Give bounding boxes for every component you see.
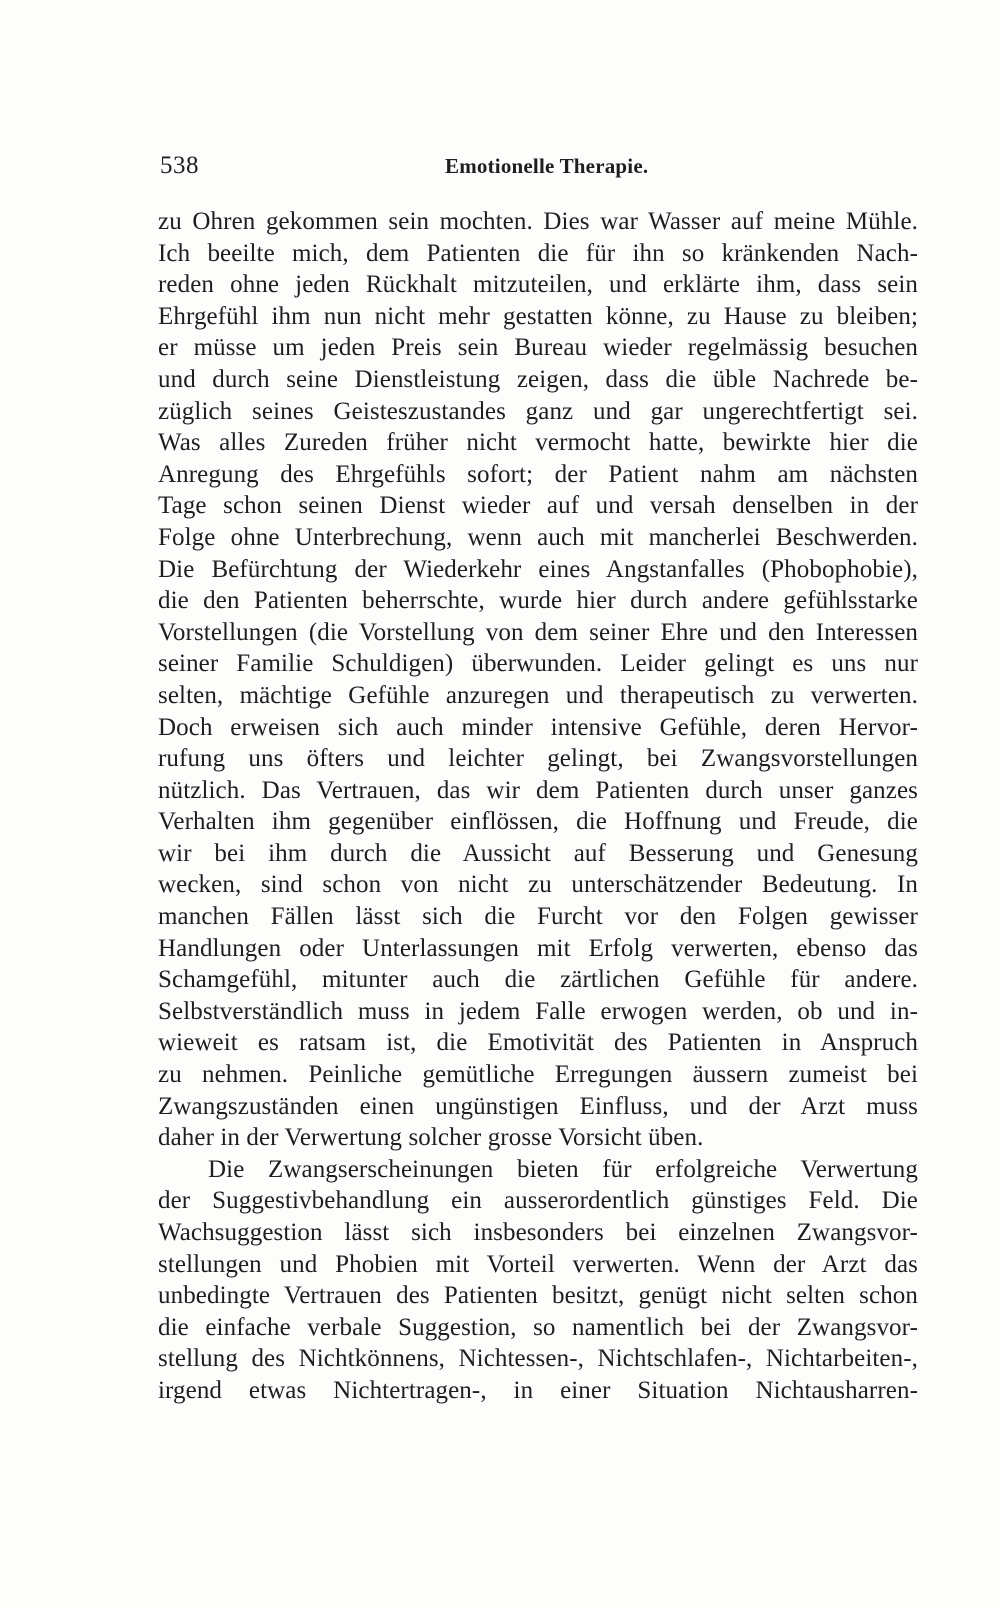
text-line: manchen Fällen lässt sich die Furcht vor den Folgen gewisser xyxy=(158,903,918,931)
text-line: wecken, sind schon von nicht zu unterschätzender Bedeutung. In xyxy=(158,871,918,899)
text-line: wieweit es ratsam ist, die Emotivität des Patienten in Anspruch xyxy=(158,1029,918,1057)
running-title: Emotionelle Therapie. xyxy=(445,154,649,178)
page-number: 538 xyxy=(160,152,199,179)
text-line: Ich beeilte mich, dem Patienten die für ihn so kränkenden Nach- xyxy=(158,239,918,267)
text-line: der Suggestivbehandlung ein ausserordentlich günstiges Feld. Die xyxy=(158,1187,918,1215)
text-line: stellungen und Phobien mit Vorteil verwerten. Wenn der Arzt das xyxy=(158,1250,918,1278)
text-line: Wachsuggestion lässt sich insbesonders bei einzelnen Zwangsvor- xyxy=(158,1219,918,1246)
text-line: Doch erweisen sich auch minder intensive Gefühle, deren Hervor- xyxy=(158,713,918,741)
text-line: Die Befürchtung der Wiederkehr eines Angstanfalles (Phobophobie), xyxy=(158,555,918,583)
text-line: unbedingte Vertrauen des Patienten besitzt, genügt nicht selten schon xyxy=(158,1282,918,1310)
text-line: seiner Familie Schuldigen) überwunden. Leider gelingt es uns nur xyxy=(158,650,918,678)
text-line: zu Ohren gekommen sein mochten. Dies war Wasser auf meine Mühle. xyxy=(158,208,918,235)
text-line: Anregung des Ehrgefühls sofort; der Patient nahm am nächsten xyxy=(158,460,918,488)
text-line: Schamgefühl, mitunter auch die zärtlichen Gefühle für andere. xyxy=(158,966,918,994)
text-line: die einfache verbale Suggestion, so namentlich bei der Zwangsvor- xyxy=(158,1313,918,1341)
text-line: züglich seines Geisteszustandes ganz und gar ungerechtfertigt sei. xyxy=(158,397,918,425)
text-line: zu nehmen. Peinliche gemütliche Erregungen äussern zumeist bei xyxy=(158,1061,918,1089)
text-line: und durch seine Dienstleistung zeigen, dass die üble Nachrede be- xyxy=(158,365,918,393)
text-line: Vorstellungen (die Vorstellung von dem seiner Ehre und den Interessen xyxy=(158,618,918,646)
text-line: Handlungen oder Unterlassungen mit Erfolg verwerten, ebenso das xyxy=(158,934,918,962)
text-line: reden ohne jeden Rückhalt mitzuteilen, und erklärte ihm, dass sein xyxy=(158,271,918,299)
text-line: selten, mächtige Gefühle anzuregen und therapeutisch zu verwerten. xyxy=(158,681,918,709)
text-line: irgend etwas Nichtertragen-, in einer Situation Nichtausharren- xyxy=(158,1376,918,1404)
text-line: Zwangszuständen einen ungünstigen Einfluss, und der Arzt muss xyxy=(158,1092,918,1120)
paragraph-end-line: daher in der Verwertung solcher grosse Vorsicht üben. xyxy=(158,1124,704,1152)
paragraph-start-line: Die Zwangserscheinungen bieten für erfolgreiche Verwertung xyxy=(208,1155,918,1183)
text-line: die den Patienten beherrschte, wurde hier durch andere gefühlsstarke xyxy=(158,587,918,615)
body-text xyxy=(158,206,918,1407)
text-line: rufung uns öfters und leichter gelingt, bei Zwangsvorstellungen xyxy=(158,745,918,773)
text-line: Tage schon seinen Dienst wieder auf und versah denselben in der xyxy=(158,492,918,520)
text-line: Was alles Zureden früher nicht vermocht hatte, bewirkte hier die xyxy=(158,429,918,457)
text-line: stellung des Nichtkönnens, Nichtessen-, Nichtschlafen-, Nichtarbeiten-, xyxy=(158,1345,918,1373)
text-line: wir bei ihm durch die Aussicht auf Besserung und Genesung xyxy=(158,839,918,867)
text-line: nützlich. Das Vertrauen, das wir dem Patienten durch unser ganzes xyxy=(158,776,918,804)
text-line: Selbstverständlich muss in jedem Falle erwogen werden, ob und in- xyxy=(158,997,918,1025)
text-line: Ehrgefühl ihm nun nicht mehr gestatten könne, zu Hause zu bleiben; xyxy=(158,302,918,330)
text-line: Folge ohne Unterbrechung, wenn auch mit mancherlei Beschwerden. xyxy=(158,523,918,551)
text-line: er müsse um jeden Preis sein Bureau wieder regelmässig besuchen xyxy=(158,334,918,362)
page-header xyxy=(160,152,920,192)
text-line: Verhalten ihm gegenüber einflössen, die Hoffnung und Freude, die xyxy=(158,808,918,836)
